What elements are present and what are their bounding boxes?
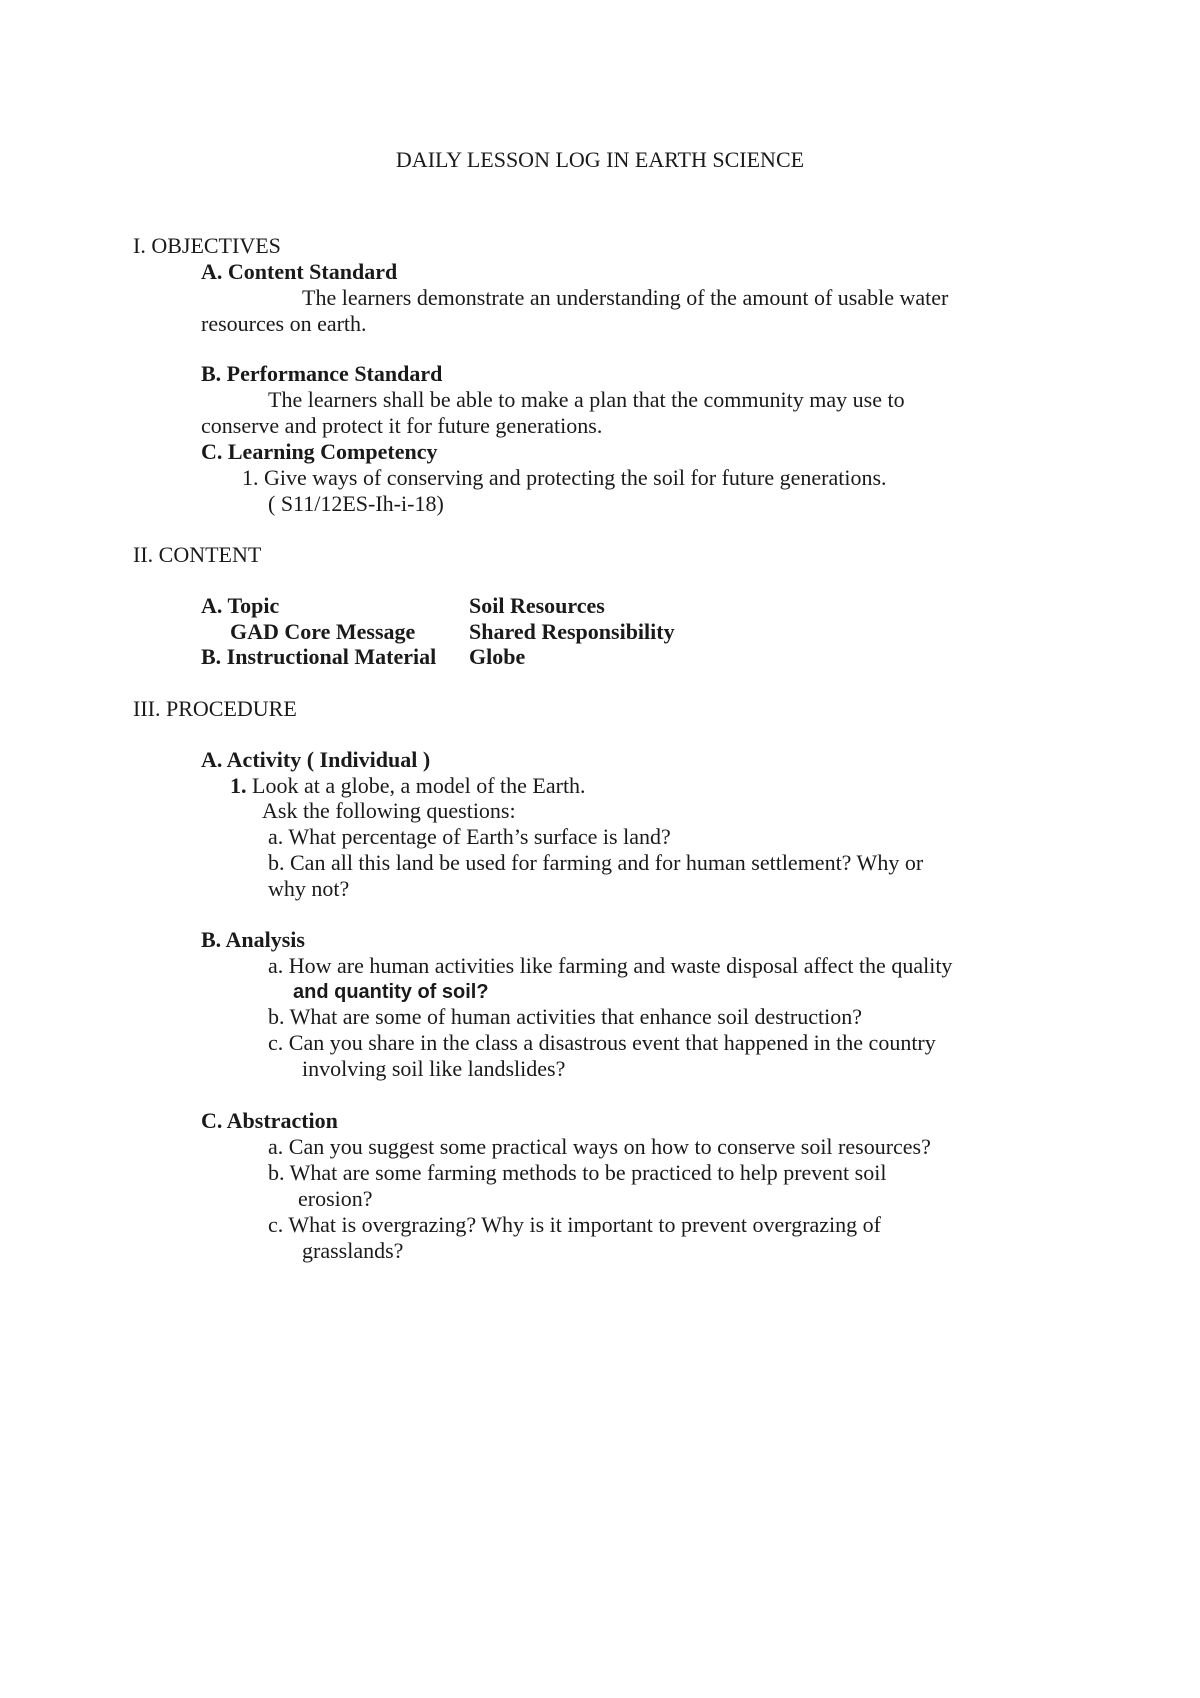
activity-ask: Ask the following questions: [262, 798, 516, 823]
activity-question-b-cont: why not? [268, 876, 350, 901]
activity-step [230, 772, 586, 800]
analysis-heading: B. Analysis [201, 927, 305, 952]
activity-heading: A. Activity ( Individual ) [201, 747, 431, 772]
analysis-question-b: b. What are some of human activities that enhance soil destruction? [268, 1004, 863, 1029]
content-label-gad: GAD Core Message [230, 619, 416, 644]
activity-step-text: Look at a globe, a model of the Earth. [246, 773, 586, 798]
analysis-question-c-cont: involving soil like landslides? [302, 1056, 566, 1081]
content-label-topic: A. Topic [201, 593, 280, 618]
objectives-heading: I. OBJECTIVES [133, 233, 281, 258]
activity-question-a: a. What percentage of Earth’s surface is land? [268, 824, 671, 849]
activity-step-number: 1. [230, 773, 247, 798]
content-standard-text: The learners demonstrate an understanding of the amount of usable water [302, 285, 949, 310]
content-value-topic: Soil Resources [469, 593, 605, 618]
document-title: DAILY LESSON LOG IN EARTH SCIENCE [395, 147, 805, 172]
abstraction-heading: C. Abstraction [201, 1108, 338, 1133]
analysis-question-c: c. Can you share in the class a disastrous event that happened in the country [268, 1030, 936, 1055]
abstraction-question-c: c. What is overgrazing? Why is it important to prevent overgrazing of [268, 1212, 881, 1237]
content-label-material: B. Instructional Material [201, 644, 437, 669]
abstraction-question-a: a. Can you suggest some practical ways on how to conserve soil resources? [268, 1134, 931, 1159]
abstraction-question-b-cont: erosion? [298, 1186, 373, 1211]
content-standard-heading: A. Content Standard [201, 259, 398, 284]
procedure-heading: III. PROCEDURE [133, 696, 297, 721]
performance-standard-text: The learners shall be able to make a plan that the community may use to [268, 387, 905, 412]
performance-standard-text-cont: conserve and protect it for future generations. [201, 413, 603, 438]
analysis-question-a-cont: and quantity of soil? [293, 981, 489, 1003]
competency-code: ( S11/12ES-Ih-i-18) [268, 491, 444, 516]
performance-standard-heading: B. Performance Standard [201, 361, 443, 386]
analysis-question-a: a. How are human activities like farming and waste disposal affect the quality [268, 953, 953, 978]
content-value-gad: Shared Responsibility [469, 619, 675, 644]
learning-competency-item: 1. Give ways of conserving and protecting the soil for future generations. [242, 465, 887, 490]
content-standard-text-cont: resources on earth. [201, 311, 367, 336]
content-heading: II. CONTENT [133, 542, 262, 567]
learning-competency-heading: C. Learning Competency [201, 439, 438, 464]
content-value-material: Globe [469, 644, 526, 669]
activity-question-b: b. Can all this land be used for farming and for human settlement? Why or [268, 850, 924, 875]
abstraction-question-c-cont: grasslands? [302, 1238, 404, 1263]
abstraction-question-b: b. What are some farming methods to be practiced to help prevent soil [268, 1160, 887, 1185]
